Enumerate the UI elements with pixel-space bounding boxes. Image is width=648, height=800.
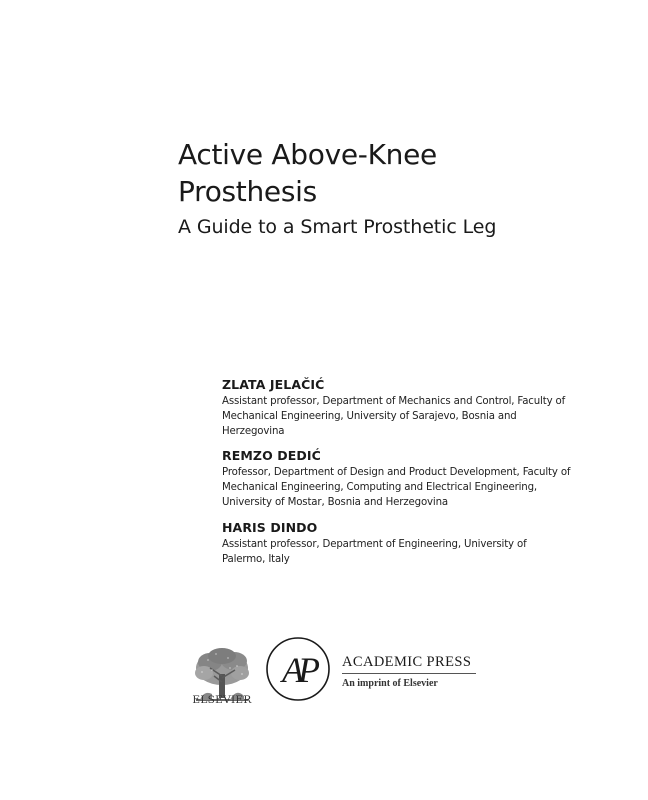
author-entry xyxy=(222,447,572,510)
author-name: ZLATA JELAČIĆ xyxy=(222,377,325,392)
book-title xyxy=(178,136,598,210)
ap-monogram: AP xyxy=(282,650,314,690)
author-entry xyxy=(222,519,572,568)
book-subtitle: A Guide to a Smart Prosthetic Leg xyxy=(178,216,497,238)
author-entry xyxy=(222,376,572,439)
author-affiliation: Professor, Department of Design and Product Development, Faculty of Mechanical Engineering, Computing and Electrical Engineering, University of Mostar, Bosnia and Herzegovina xyxy=(222,467,571,508)
author-list xyxy=(222,376,572,575)
publisher-divider xyxy=(342,673,476,674)
author-name: REMZO DEDIĆ xyxy=(222,448,321,464)
author-affiliation: Assistant professor, Department of Mechanics and Control, Faculty of Mechanical Engineering, University of Sarajevo, Bosnia and Herzegovina xyxy=(222,396,566,437)
book-title-line-1: Active Above-Knee xyxy=(178,138,437,171)
publisher-logos xyxy=(190,636,490,716)
author-affiliation: Assistant professor, Department of Engineering, University of Palermo, Italy xyxy=(222,538,527,565)
book-title-line-2: Prosthesis xyxy=(178,175,317,208)
elsevier-wordmark: ELSEVIER xyxy=(192,694,252,706)
publisher-name: ACADEMIC PRESS xyxy=(342,654,472,670)
author-name: HARIS DINDO xyxy=(222,519,318,535)
publisher-tagline: An imprint of Elsevier xyxy=(342,678,438,689)
academic-press-ap-icon xyxy=(265,636,331,702)
